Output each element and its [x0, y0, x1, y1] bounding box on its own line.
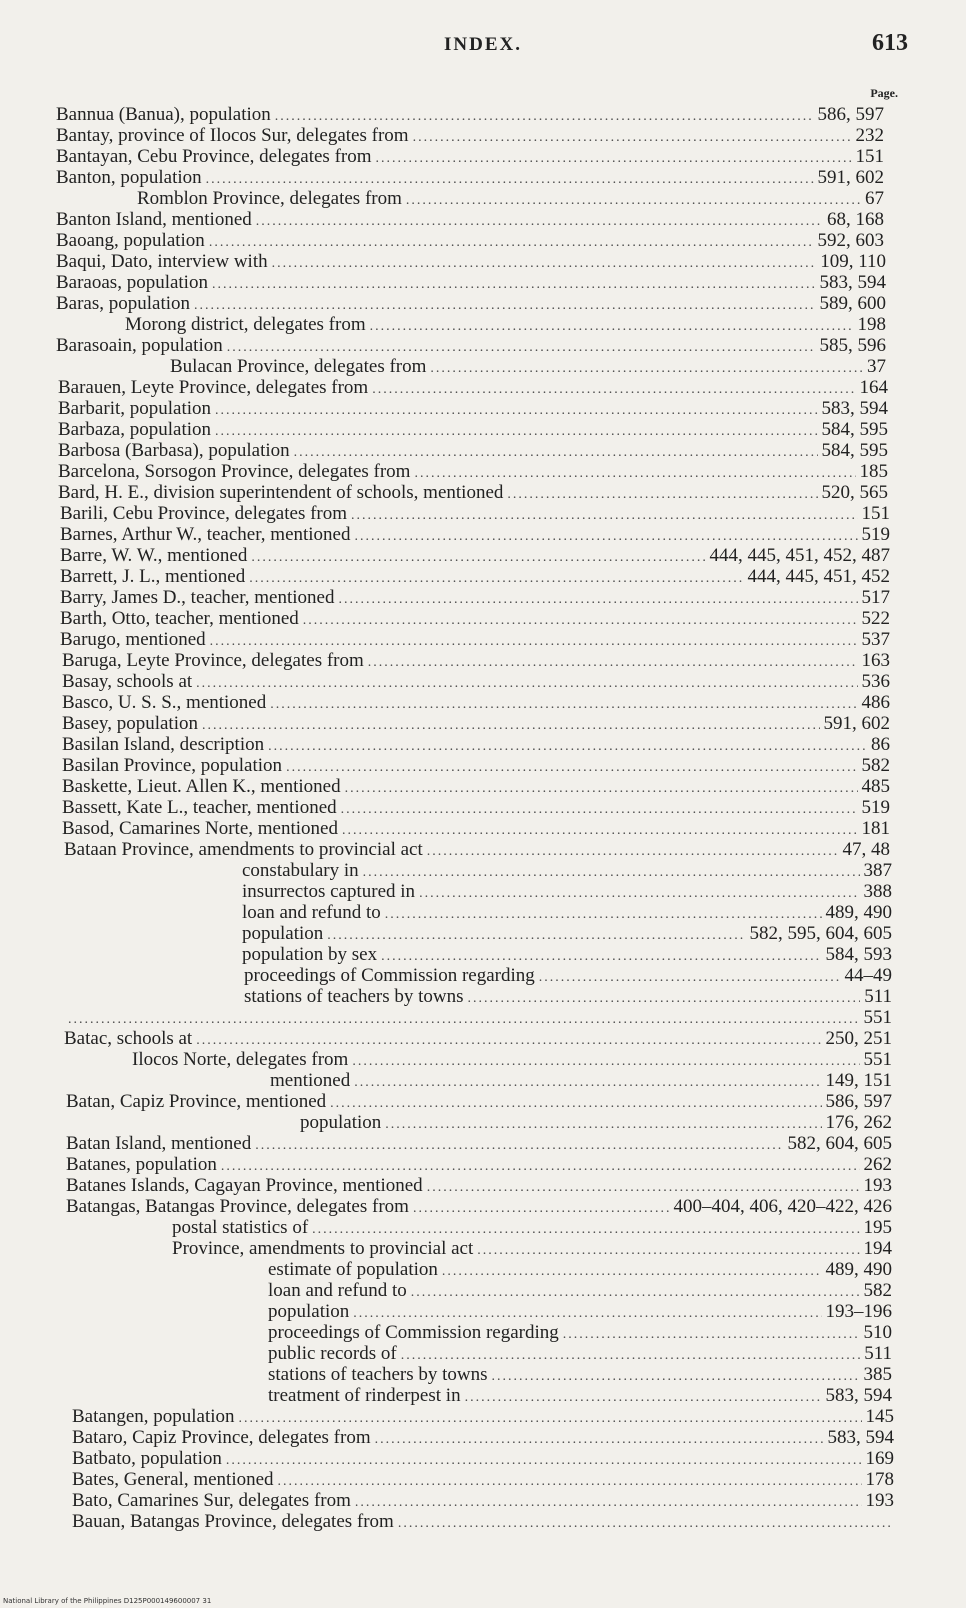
entry-page-refs: 585, 596: [819, 335, 886, 356]
entry-page-refs: 444, 445, 451, 452, 487: [709, 545, 890, 566]
index-entry: [0, 209, 966, 230]
index-entry: [0, 419, 966, 440]
leader-dots: [430, 358, 863, 379]
leader-dots: [209, 232, 814, 253]
index-entry: [0, 1154, 966, 1175]
leader-dots: [385, 1114, 821, 1135]
leader-dots: [507, 484, 817, 505]
entry-page-refs: 519: [861, 797, 890, 818]
leader-dots: [477, 1240, 859, 1261]
leader-dots: [351, 505, 857, 526]
entry-text: stations of teachers by towns: [244, 986, 464, 1007]
entry-text: Bantay, province of Ilocos Sur, delegates from: [56, 125, 409, 146]
index-entry: [0, 692, 966, 713]
index-entry: [0, 524, 966, 545]
leader-dots: [492, 1366, 860, 1387]
entry-text: Bauan, Batangas Province, delegates from: [72, 1511, 394, 1532]
entry-text: Batan Island, mentioned: [66, 1133, 252, 1154]
index-entry: [0, 1469, 966, 1490]
entry-text: Bataro, Capiz Province, delegates from: [72, 1427, 371, 1448]
leader-dots: [68, 1009, 860, 1030]
index-entry: [0, 776, 966, 797]
entry-page-refs: 163: [861, 650, 890, 671]
index-entry: [0, 1301, 966, 1322]
entry-page-refs: 37: [867, 356, 886, 377]
entry-text: Baruga, Leyte Province, delegates from: [62, 650, 364, 671]
index-entry: [0, 272, 966, 293]
entry-page-refs: 47, 48: [842, 839, 890, 860]
entry-text: mentioned: [270, 1070, 351, 1091]
entry-page-refs: 489, 490: [825, 1259, 892, 1280]
entry-page-refs: 485: [861, 776, 890, 797]
index-entry: [0, 1133, 966, 1154]
entry-page-refs: 149, 151: [825, 1070, 892, 1091]
index-entry: [0, 1112, 966, 1133]
leader-dots: [286, 757, 857, 778]
entry-text: Barre, W. W., mentioned: [60, 545, 248, 566]
entry-text: Batangen, population: [72, 1406, 235, 1427]
leader-dots: [226, 1450, 862, 1471]
entry-page-refs: 584, 593: [825, 944, 892, 965]
entry-text: Morong district, delegates from: [125, 314, 366, 335]
index-entry: [0, 1448, 966, 1469]
entry-page-refs: 198: [857, 314, 886, 335]
leader-dots: [563, 1324, 860, 1345]
index-entry: [0, 503, 966, 524]
leader-dots: [414, 463, 855, 484]
leader-dots: [196, 673, 857, 694]
index-entry: [0, 1175, 966, 1196]
entry-text: postal statistics of: [172, 1217, 309, 1238]
entry-text: loan and refund to: [242, 902, 381, 923]
index-entry: [0, 797, 966, 818]
entry-text: stations of teachers by towns: [268, 1364, 488, 1385]
index-entry: [0, 1049, 966, 1070]
entry-text: Basilan Island, description: [62, 734, 265, 755]
entry-page-refs: 510: [863, 1322, 892, 1343]
index-entry: [0, 650, 966, 671]
leader-dots: [239, 1408, 862, 1429]
leader-dots: [372, 379, 855, 400]
index-entry: [0, 398, 966, 419]
leader-dots: [355, 526, 858, 547]
entry-page-refs: 232: [855, 125, 884, 146]
entry-page-refs: 583, 594: [827, 1427, 894, 1448]
entry-page-refs: 586, 597: [817, 104, 884, 125]
entry-text: Basay, schools at: [62, 671, 193, 692]
index-entry: [0, 839, 966, 860]
entry-page-refs: 151: [861, 503, 890, 524]
leader-dots: [352, 1051, 859, 1072]
entry-text: Baoang, population: [56, 230, 205, 251]
leader-dots: [539, 967, 841, 988]
entry-page-refs: 582, 604, 605: [787, 1133, 892, 1154]
entry-text: Baras, population: [56, 293, 191, 314]
entry-text: Barrett, J. L., mentioned: [60, 566, 246, 587]
index-entry: [0, 545, 966, 566]
page-column-label: Page.: [870, 86, 898, 100]
entry-page-refs: 86: [871, 734, 890, 755]
entry-page-refs: 400–404, 406, 420–422, 426: [673, 1196, 892, 1217]
entry-text: Barcelona, Sorsogon Province, delegates from: [58, 461, 411, 482]
entry-page-refs: 44–49: [844, 965, 892, 986]
leader-dots: [370, 316, 854, 337]
entry-page-refs: 522: [861, 608, 890, 629]
leader-dots: [355, 1492, 862, 1513]
index-entry: [0, 1406, 966, 1427]
entry-page-refs: 511: [864, 1343, 892, 1364]
leader-dots: [202, 715, 820, 736]
entry-page-refs: 519: [861, 524, 890, 545]
leader-dots: [212, 274, 816, 295]
entry-text: treatment of rinderpest in: [268, 1385, 461, 1406]
index-entry-list: [0, 104, 966, 1532]
entry-text: estimate of population: [268, 1259, 438, 1280]
index-entry: [0, 755, 966, 776]
entry-page-refs: 536: [861, 671, 890, 692]
leader-dots: [342, 820, 858, 841]
leader-dots: [210, 631, 858, 652]
index-entry: [0, 944, 966, 965]
index-entry: [0, 1322, 966, 1343]
index-entry: [0, 356, 966, 377]
leader-dots: [272, 253, 817, 274]
index-entry: [0, 734, 966, 755]
entry-text: population: [268, 1301, 350, 1322]
index-entry: [0, 167, 966, 188]
entry-text: Batanes Islands, Cagayan Province, mentioned: [66, 1175, 423, 1196]
index-entry: [0, 335, 966, 356]
leader-dots: [413, 127, 852, 148]
entry-text: Bataan Province, amendments to provincial act: [64, 839, 423, 860]
index-entry: [0, 1511, 966, 1532]
index-entry: [0, 314, 966, 335]
index-entry: [0, 965, 966, 986]
entry-page-refs: 591, 602: [817, 167, 884, 188]
index-entry: [0, 1490, 966, 1511]
leader-dots: [381, 946, 821, 967]
entry-text: Barbosa (Barbasa), population: [58, 440, 290, 461]
leader-dots: [330, 1093, 821, 1114]
entry-text: proceedings of Commission regarding: [268, 1322, 559, 1343]
entry-page-refs: 169: [865, 1448, 894, 1469]
leader-dots: [303, 610, 858, 631]
leader-dots: [411, 1282, 860, 1303]
entry-text: Barry, James D., teacher, mentioned: [60, 587, 335, 608]
entry-page-refs: 551: [863, 1049, 892, 1070]
entry-page-refs: 195: [863, 1217, 892, 1238]
index-entry: [0, 671, 966, 692]
index-entry: [0, 251, 966, 272]
entry-text: population: [242, 923, 324, 944]
entry-page-refs: 584, 595: [821, 419, 888, 440]
entry-text: insurrectos captured in: [242, 881, 416, 902]
entry-text: Barnes, Arthur W., teacher, mentioned: [60, 524, 351, 545]
entry-text: Batan, Capiz Province, mentioned: [66, 1091, 327, 1112]
entry-text: Barili, Cebu Province, delegates from: [60, 503, 348, 524]
index-entry: [0, 1196, 966, 1217]
leader-dots: [249, 568, 743, 589]
entry-page-refs: 583, 594: [821, 398, 888, 419]
leader-dots: [227, 337, 816, 358]
entry-text: Baraoas, population: [56, 272, 208, 293]
entry-text: proceedings of Commission regarding: [244, 965, 535, 986]
index-entry: [0, 188, 966, 209]
page-title: INDEX.: [444, 34, 522, 55]
entry-page-refs: 582: [861, 755, 890, 776]
leader-dots: [256, 211, 823, 232]
entry-page-refs: 584, 595: [821, 440, 888, 461]
entry-text: Barbarit, population: [58, 398, 212, 419]
index-entry: [0, 1364, 966, 1385]
entry-text: Bates, General, mentioned: [72, 1469, 274, 1490]
leader-dots: [221, 1156, 860, 1177]
index-entry: [0, 146, 966, 167]
index-entry: [0, 1070, 966, 1091]
entry-text: population by sex: [242, 944, 378, 965]
entry-text: Barasoain, population: [56, 335, 223, 356]
entry-page-refs: 151: [855, 146, 884, 167]
index-entry: [0, 1238, 966, 1259]
entry-text: Basod, Camarines Norte, mentioned: [62, 818, 338, 839]
index-entry: [0, 440, 966, 461]
index-entry: [0, 1343, 966, 1364]
entry-page-refs: 68, 168: [827, 209, 884, 230]
entry-page-refs: 582: [863, 1280, 892, 1301]
entry-page-refs: 517: [861, 587, 890, 608]
entry-page-refs: 176, 262: [825, 1112, 892, 1133]
entry-text: public records of: [268, 1343, 397, 1364]
entry-text: population: [300, 1112, 382, 1133]
leader-dots: [353, 1303, 821, 1324]
index-entry: [0, 881, 966, 902]
leader-dots: [345, 778, 858, 799]
leader-dots: [327, 925, 745, 946]
entry-text: constabulary in: [242, 860, 359, 881]
leader-dots: [385, 904, 822, 925]
entry-page-refs: 582, 595, 604, 605: [749, 923, 892, 944]
index-entry: [0, 1427, 966, 1448]
library-footer: National Library of the Philippines D125P000149600007 31: [3, 1597, 212, 1605]
entry-text: Basey, population: [62, 713, 198, 734]
entry-text: Bulacan Province, delegates from: [170, 356, 427, 377]
index-entry: [0, 1280, 966, 1301]
index-entry: [0, 713, 966, 734]
entry-text: Ilocos Norte, delegates from: [132, 1049, 349, 1070]
entry-text: Batac, schools at: [64, 1028, 193, 1049]
entry-text: Barugo, mentioned: [60, 629, 206, 650]
entry-page-refs: 385: [863, 1364, 892, 1385]
index-entry: [0, 230, 966, 251]
entry-page-refs: 178: [865, 1469, 894, 1490]
leader-dots: [312, 1219, 859, 1240]
index-entry: [0, 860, 966, 881]
entry-page-refs: 145: [865, 1406, 894, 1427]
index-entry: [0, 1217, 966, 1238]
entry-page-refs: 181: [861, 818, 890, 839]
index-entry: [0, 293, 966, 314]
leader-dots: [406, 190, 861, 211]
entry-page-refs: 262: [863, 1154, 892, 1175]
entry-text: Banton, population: [56, 167, 202, 188]
leader-dots: [413, 1198, 670, 1219]
entry-text: Baqui, Dato, interview with: [56, 251, 268, 272]
leader-dots: [215, 421, 817, 442]
entry-page-refs: 591, 602: [823, 713, 890, 734]
entry-text: Baskette, Lieut. Allen K., mentioned: [62, 776, 341, 797]
entry-text: Bard, H. E., division superintendent of schools, mentioned: [58, 482, 504, 503]
leader-dots: [401, 1345, 860, 1366]
leader-dots: [442, 1261, 822, 1282]
entry-text: Barauen, Leyte Province, delegates from: [58, 377, 369, 398]
index-entry: [0, 986, 966, 1007]
leader-dots: [465, 1387, 822, 1408]
entry-page-refs: 109, 110: [820, 251, 886, 272]
index-entry: [0, 104, 966, 125]
entry-text: Bassett, Kate L., teacher, mentioned: [62, 797, 337, 818]
leader-dots: [194, 295, 815, 316]
entry-text: loan and refund to: [268, 1280, 407, 1301]
leader-dots: [196, 1030, 821, 1051]
leader-dots: [278, 1471, 862, 1492]
entry-page-refs: 388: [863, 881, 892, 902]
index-entry: [0, 482, 966, 503]
index-entry: [0, 377, 966, 398]
leader-dots: [341, 799, 858, 820]
entry-page-refs: 193: [865, 1490, 894, 1511]
leader-dots: [215, 400, 817, 421]
entry-page-refs: 583, 594: [825, 1385, 892, 1406]
entry-page-refs: 193: [863, 1175, 892, 1196]
index-entry: [0, 608, 966, 629]
leader-dots: [206, 169, 814, 190]
entry-text: Batanes, population: [66, 1154, 217, 1175]
entry-page-refs: 592, 603: [817, 230, 884, 251]
index-entry: [0, 566, 966, 587]
index-entry: [0, 818, 966, 839]
index-entry: [0, 461, 966, 482]
entry-page-refs: 589, 600: [819, 293, 886, 314]
entry-text: Barth, Otto, teacher, mentioned: [60, 608, 299, 629]
index-entry: [0, 923, 966, 944]
entry-page-refs: 537: [861, 629, 890, 650]
index-entry: [0, 1385, 966, 1406]
entry-page-refs: 520, 565: [821, 482, 888, 503]
entry-page-refs: 67: [865, 188, 884, 209]
entry-text: Batbato, population: [72, 1448, 222, 1469]
entry-page-refs: 250, 251: [825, 1028, 892, 1049]
entry-page-refs: 586, 597: [825, 1091, 892, 1112]
entry-page-refs: 193–196: [825, 1301, 892, 1322]
index-entry: [0, 1028, 966, 1049]
entry-text: Basilan Province, population: [62, 755, 283, 776]
index-entry: [0, 1007, 966, 1028]
entry-text: Bato, Camarines Sur, delegates from: [72, 1490, 351, 1511]
leader-dots: [419, 883, 859, 904]
leader-dots: [375, 1429, 824, 1450]
leader-dots: [338, 589, 857, 610]
entry-page-refs: 511: [864, 986, 892, 1007]
entry-text: Batangas, Batangas Province, delegates from: [66, 1196, 409, 1217]
index-entry: [0, 629, 966, 650]
leader-dots: [398, 1513, 890, 1534]
entry-page-refs: 486: [861, 692, 890, 713]
entry-page-refs: 185: [859, 461, 888, 482]
leader-dots: [427, 841, 839, 862]
entry-page-refs: 444, 445, 451, 452: [747, 566, 890, 587]
leader-dots: [376, 148, 852, 169]
leader-dots: [363, 862, 860, 883]
index-entry: [0, 1259, 966, 1280]
entry-page-refs: 583, 594: [819, 272, 886, 293]
index-entry: [0, 125, 966, 146]
index-entry: [0, 902, 966, 923]
leader-dots: [294, 442, 818, 463]
leader-dots: [354, 1072, 821, 1093]
page-number: 613: [872, 30, 908, 56]
entry-text: Romblon Province, delegates from: [137, 188, 402, 209]
index-entry: [0, 1091, 966, 1112]
leader-dots: [468, 988, 861, 1009]
leader-dots: [427, 1177, 860, 1198]
entry-page-refs: 387: [863, 860, 892, 881]
leader-dots: [368, 652, 858, 673]
index-entry: [0, 587, 966, 608]
entry-page-refs: 164: [859, 377, 888, 398]
entry-page-refs: 551: [863, 1007, 892, 1028]
leader-dots: [251, 547, 705, 568]
entry-text: Basco, U. S. S., mentioned: [62, 692, 267, 713]
leader-dots: [255, 1135, 783, 1156]
entry-text: Province, amendments to provincial act: [172, 1238, 474, 1259]
entry-text: Banton Island, mentioned: [56, 209, 252, 230]
leader-dots: [268, 736, 867, 757]
entry-page-refs: 489, 490: [825, 902, 892, 923]
leader-dots: [270, 694, 857, 715]
entry-page-refs: 194: [863, 1238, 892, 1259]
entry-text: Barbaza, population: [58, 419, 212, 440]
entry-text: Bannua (Banua), population: [56, 104, 271, 125]
entry-text: Bantayan, Cebu Province, delegates from: [56, 146, 372, 167]
leader-dots: [275, 106, 814, 127]
